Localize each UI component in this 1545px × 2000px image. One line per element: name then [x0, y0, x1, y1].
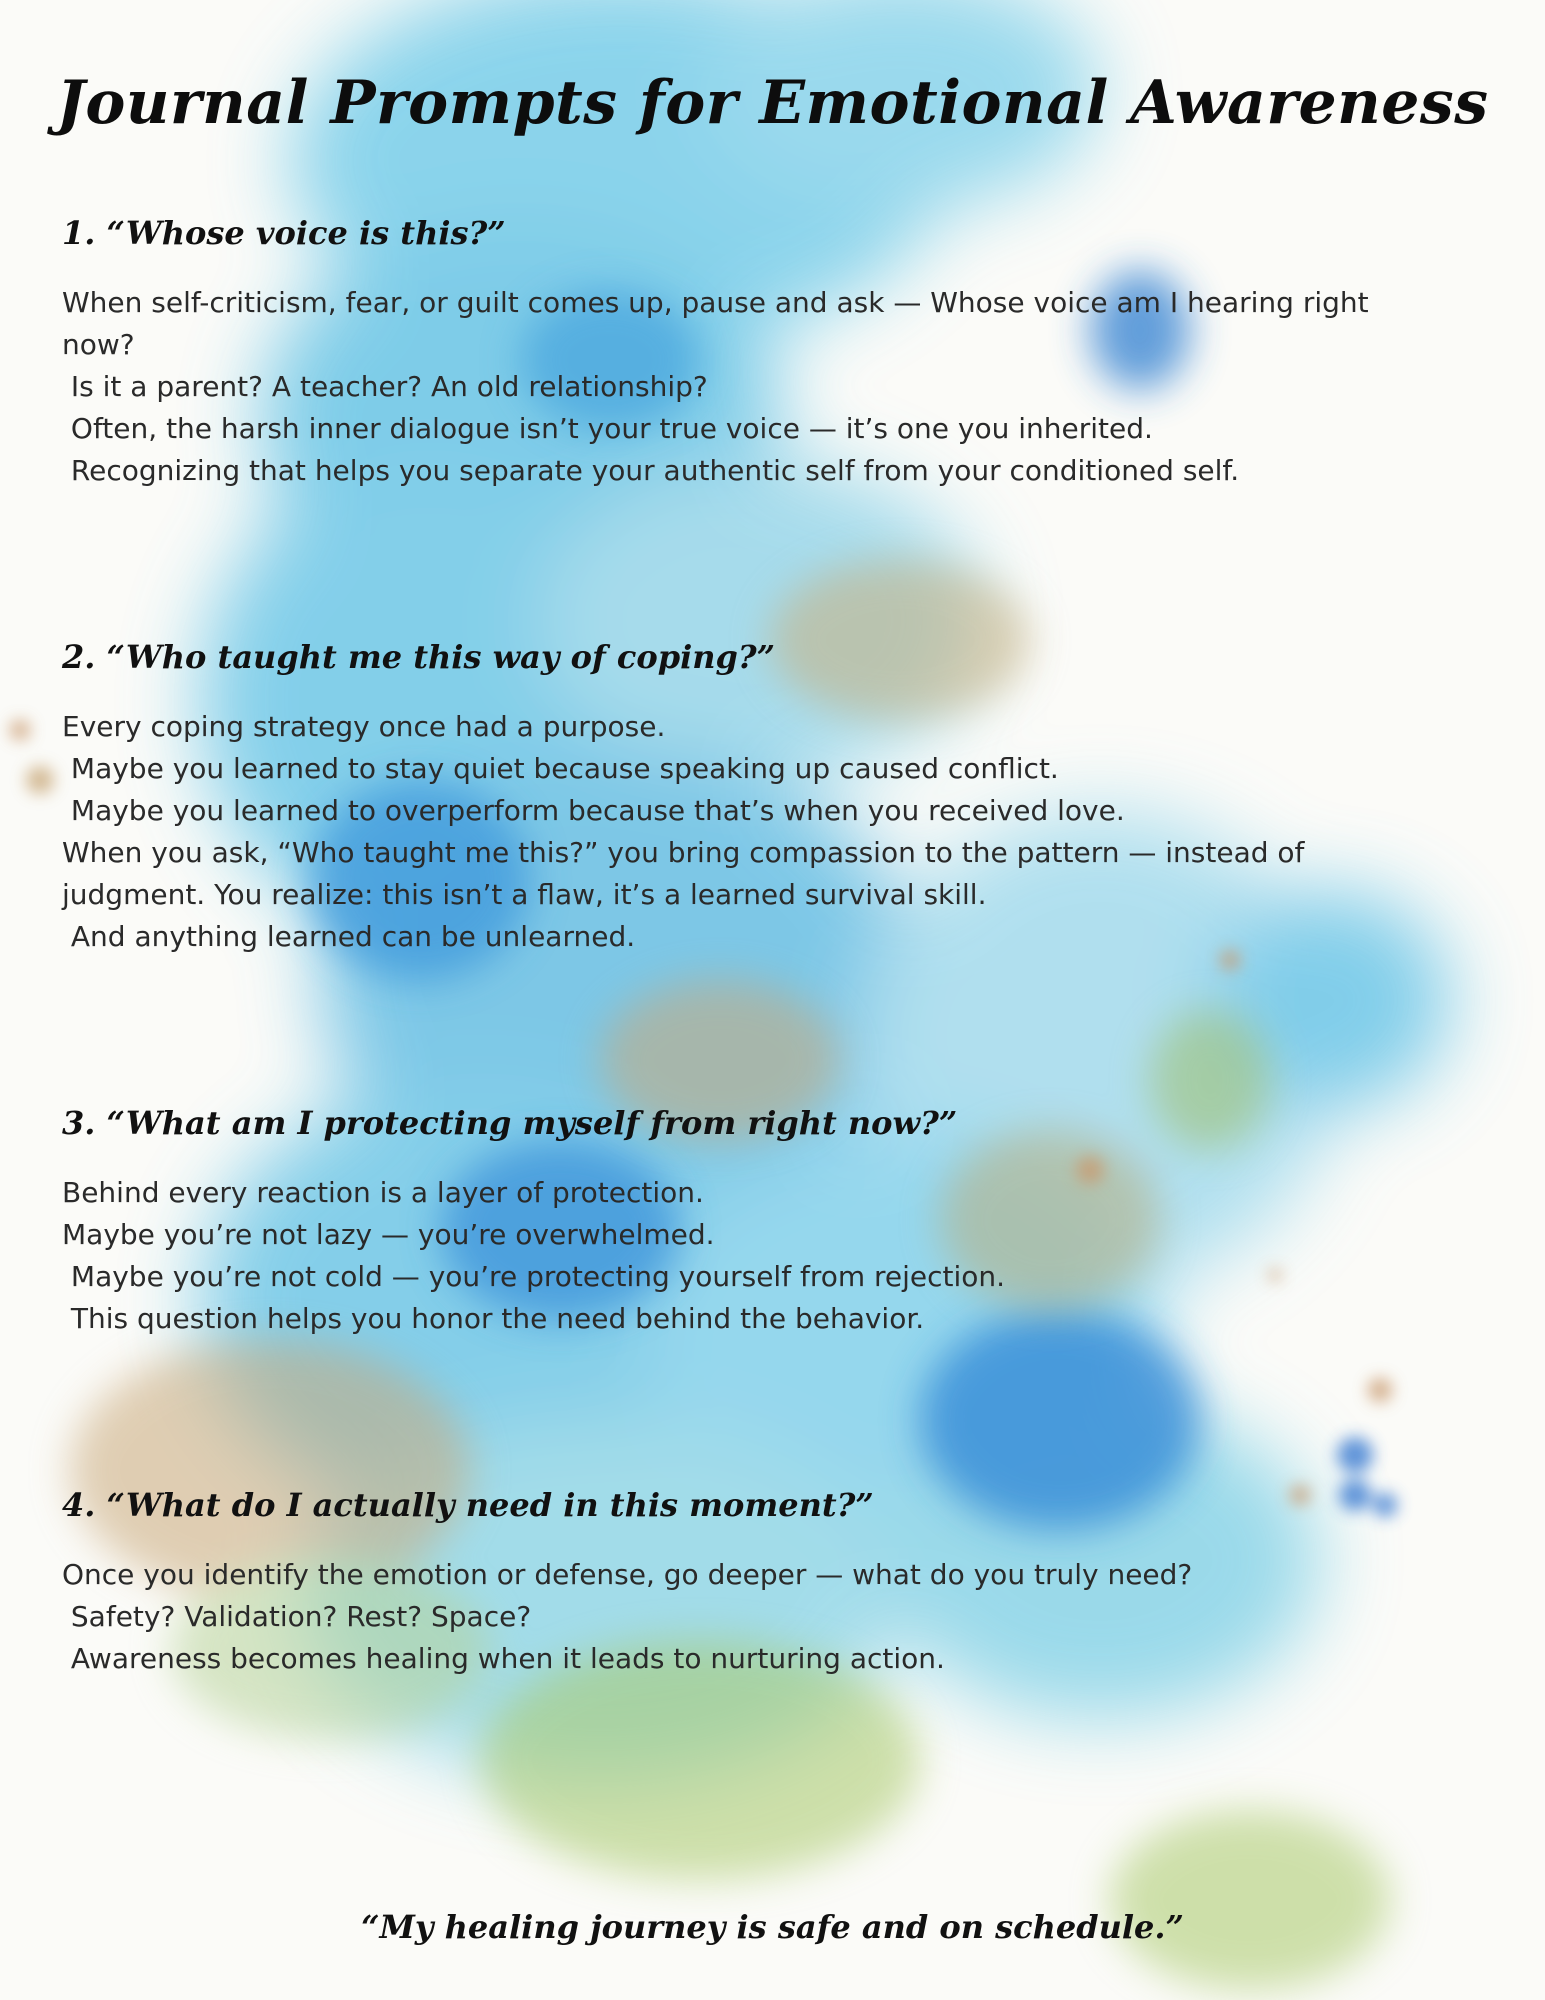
- page-title: Journal Prompts for Emotional Awareness: [56, 68, 1489, 138]
- affirmation-quote: “My healing journey is safe and on schedule.”: [361, 1908, 1184, 1946]
- body-line: Recognizing that helps you separate your authentic self from your conditioned self.: [62, 454, 1240, 487]
- prompt-section-3: [62, 1104, 1482, 1340]
- prompt-heading: 1. “Whose voice is this?”: [62, 214, 506, 252]
- body-line: Awareness becomes healing when it leads to nurturing action.: [62, 1642, 945, 1675]
- prompt-section-2: [62, 638, 1482, 958]
- body-line: Is it a parent? A teacher? An old relationship?: [62, 370, 708, 403]
- body-line: And anything learned can be unlearned.: [62, 920, 636, 953]
- body-line: judgment. You realize: this isn’t a flaw, it’s a learned survival skill.: [62, 878, 987, 911]
- body-line: Behind every reaction is a layer of protection.: [62, 1176, 704, 1209]
- prompt-section-1: [62, 214, 1482, 492]
- body-line: Often, the harsh inner dialogue isn’t your true voice — it’s one you inherited.: [62, 412, 1153, 445]
- body-line: Every coping strategy once had a purpose.: [62, 710, 666, 743]
- body-line: now?: [62, 328, 135, 361]
- body-line: Maybe you learned to overperform because that’s when you received love.: [62, 794, 1125, 827]
- body-line: Safety? Validation? Rest? Space?: [62, 1600, 532, 1633]
- body-line: Maybe you’re not lazy — you’re overwhelmed.: [62, 1218, 715, 1251]
- prompt-heading: 3. “What am I protecting myself from right now?”: [62, 1104, 958, 1142]
- body-line: Maybe you learned to stay quiet because speaking up caused conflict.: [62, 752, 1059, 785]
- prompt-section-4: [62, 1486, 1482, 1680]
- prompt-heading: 4. “What do I actually need in this moment?”: [62, 1486, 874, 1524]
- body-line: Maybe you’re not cold — you’re protecting yourself from rejection.: [62, 1260, 1006, 1293]
- prompt-heading: 2. “Who taught me this way of coping?”: [62, 638, 776, 676]
- body-line: Once you identify the emotion or defense, go deeper — what do you truly need?: [62, 1558, 1193, 1591]
- body-line: This question helps you honor the need behind the behavior.: [62, 1302, 925, 1335]
- body-line: When you ask, “Who taught me this?” you bring compassion to the pattern — instead of: [62, 836, 1305, 869]
- body-line: When self-criticism, fear, or guilt comes up, pause and ask — Whose voice am I hearing right: [62, 286, 1369, 319]
